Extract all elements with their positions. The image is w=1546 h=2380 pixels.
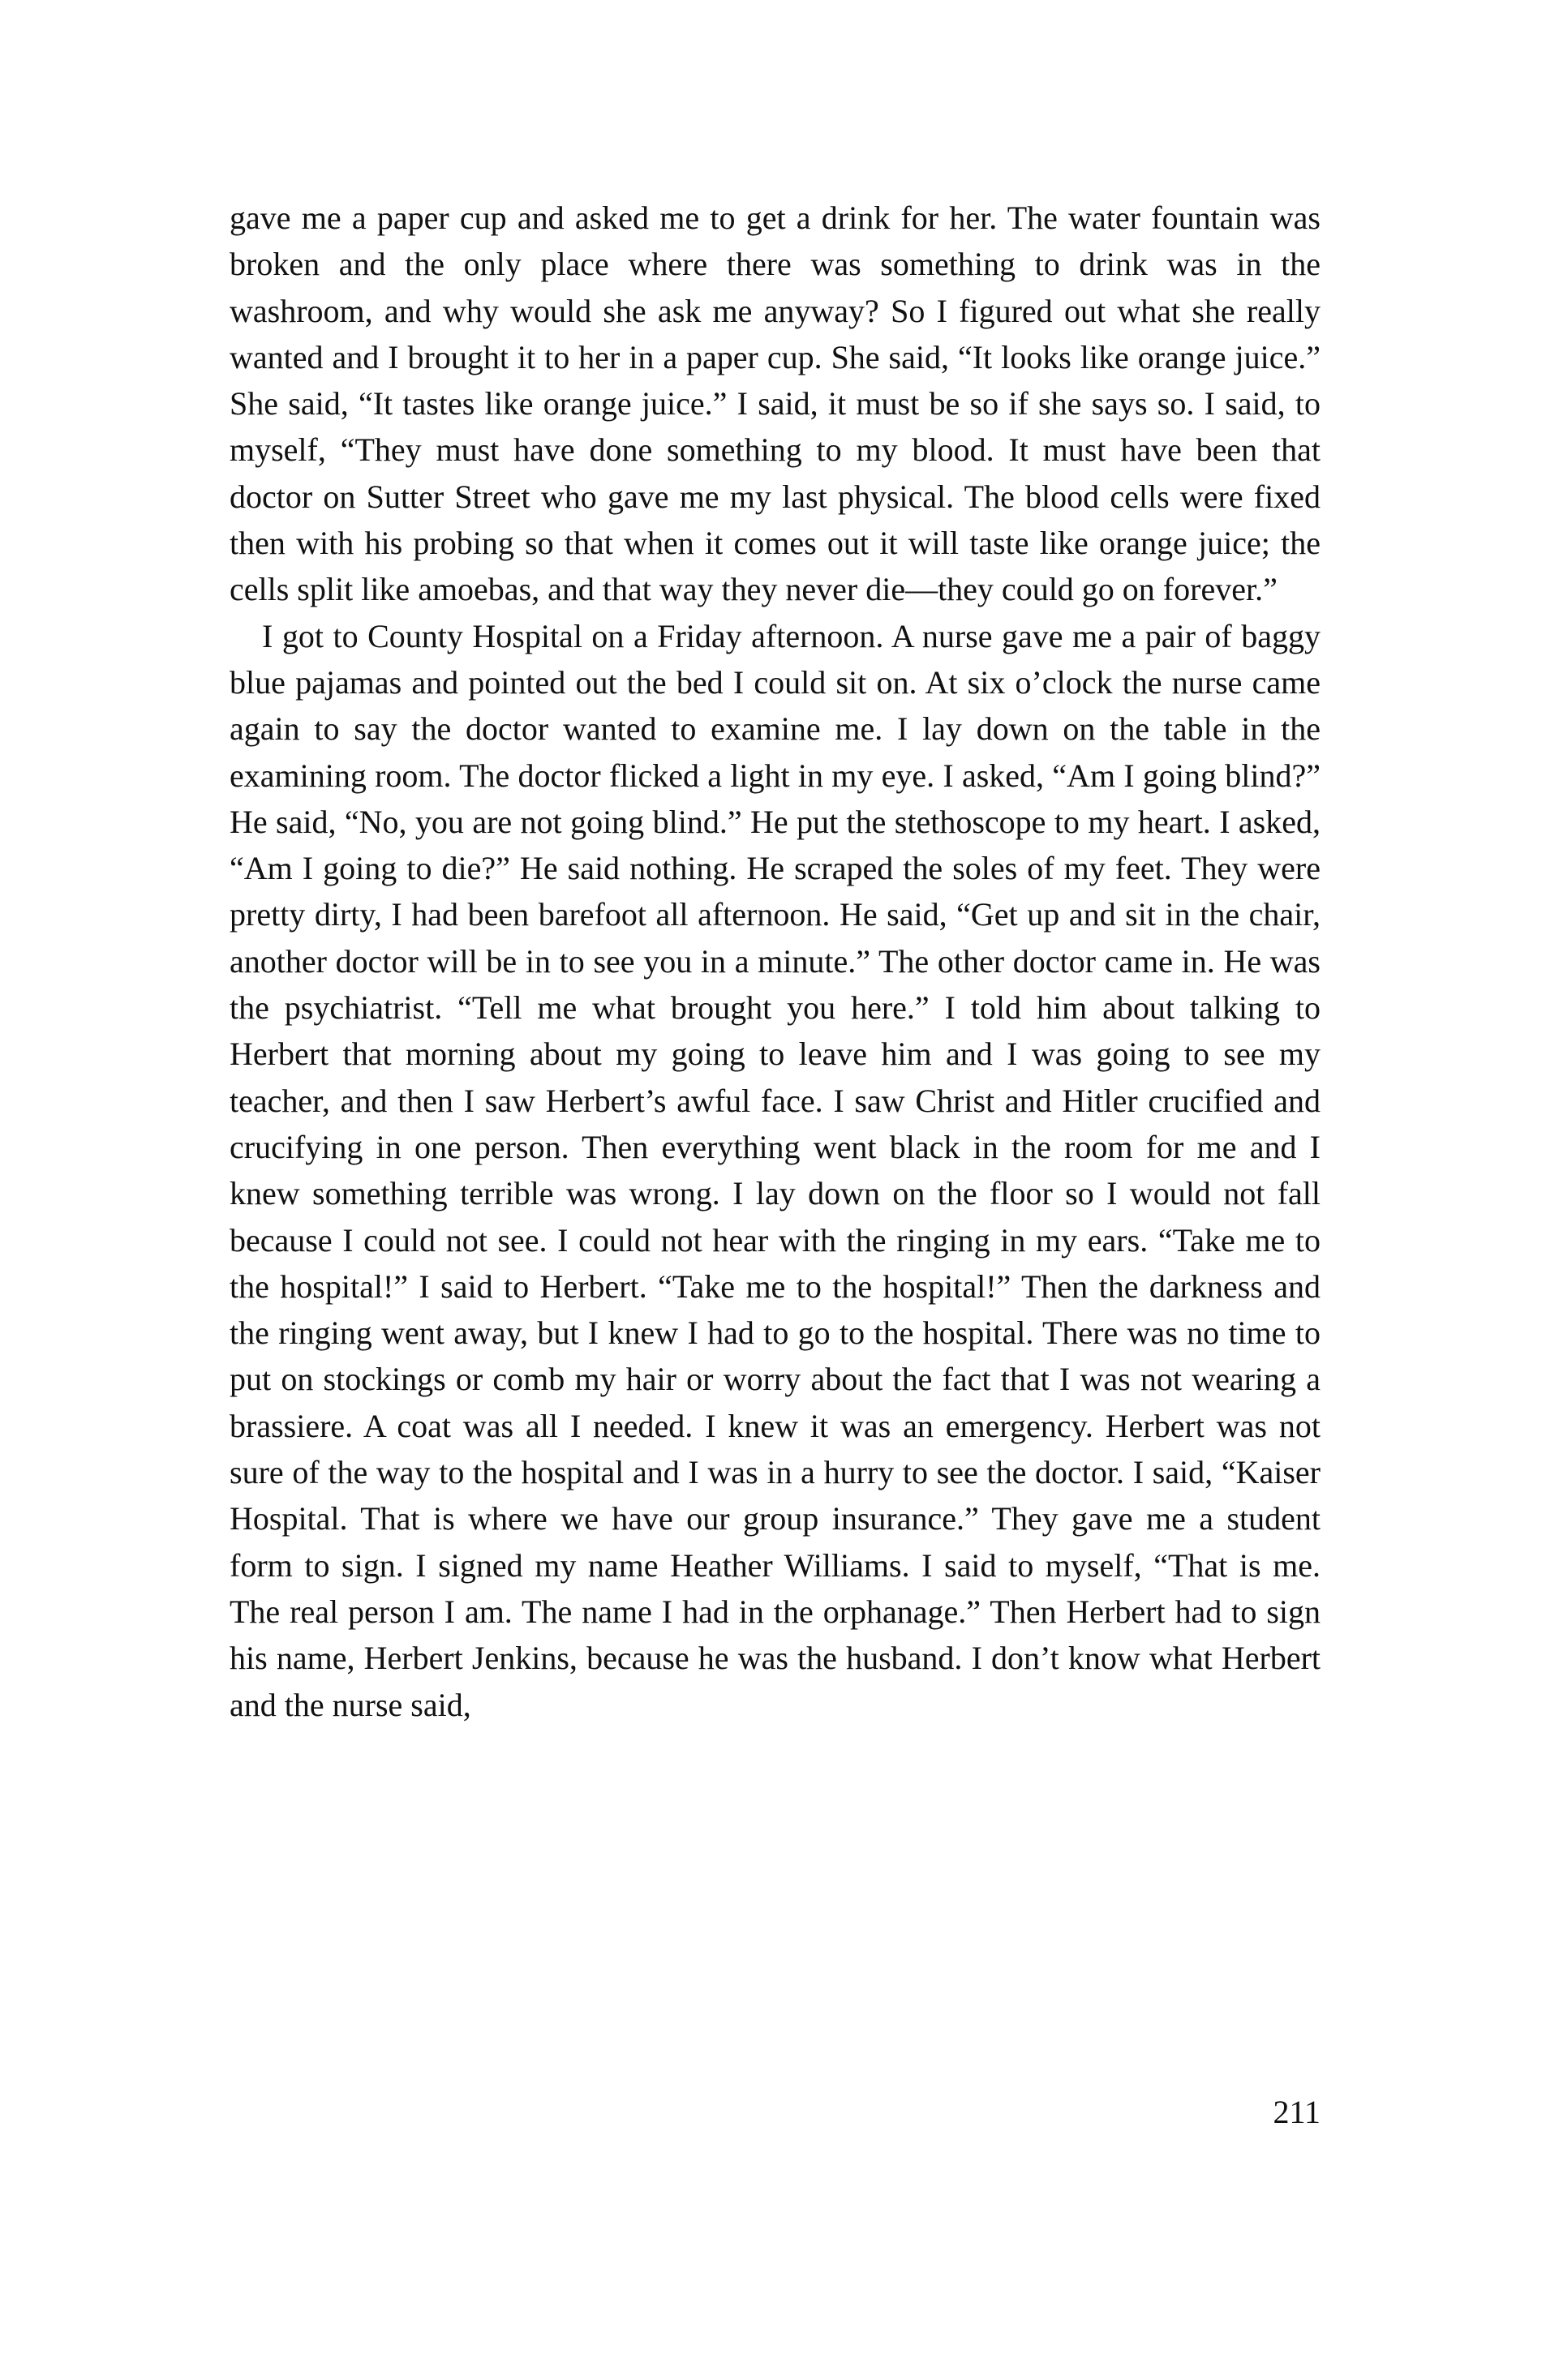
body-text	[230, 195, 1321, 1728]
paragraph-continued: gave me a paper cup and asked me to get a drink for her. The water fountain was broken and the only place where there was something to drink was in the washroom, and why would she ask me anyway? So I figured out what she really wanted and I brought it to her in a paper cup. She said, “It looks like orange juice.” She said, “It tastes like orange juice.” I said, it must be so if she says so. I said, to myself, “They must have done something to my blood. It must have been that doctor on Sutter Street who gave me my last physical. The blood cells were fixed then with his probing so that when it comes out it will taste like orange juice; the cells split like amoebas, and that way they never die—they could go on forever.”	[230, 199, 1321, 608]
paragraph-county-hospital: I got to County Hospital on a Friday afternoon. A nurse gave me a pair of baggy blue pajamas and pointed out the bed I could sit on. At six o’clock the nurse came again to say the doctor wanted to examine me. I lay down on the table in the examining room. The doctor flicked a light in my eye. I asked, “Am I going blind?” He said, “No, you are not going blind.” He put the stethoscope to my heart. I asked, “Am I going to die?” He said nothing. He scraped the soles of my feet. They were pretty dirty, I had been barefoot all afternoon. He said, “Get up and sit in the chair, another doctor will be in to see you in a minute.” The other doctor came in. He was the psychiatrist. “Tell me what brought you here.” I told him about talking to Herbert that morning about my going to leave him and I was going to see my teacher, and then I saw Herbert’s awful face. I saw Christ and Hitler crucified and crucifying in one person. Then everything went black in the room for me and I knew something terrible was wrong. I lay down on the floor so I would not fall because I could not see. I could not hear with the ringing in my ears. “Take me to the hospital!” I said to Herbert. “Take me to the hospital!” Then the darkness and the ringing went away, but I knew I had to go to the hospital. There was no time to put on stockings or comb my hair or worry about the fact that I was not wearing a brassiere. A coat was all I needed. I knew it was an emergency. Herbert was not sure of the way to the hospital and I was in a hurry to see the doctor. I said, “Kaiser Hospital. That is where we have our group insurance.” They gave me a student form to sign. I signed my name Heather Williams. I said to myself, “That is me. The real person I am. The name I had in the orphanage.” Then Herbert had to sign his name, Herbert Jenkins, because he was the husband. I don’t know what Herbert and the nurse said,	[230, 617, 1321, 1723]
page-number: 211	[1273, 2094, 1321, 2130]
